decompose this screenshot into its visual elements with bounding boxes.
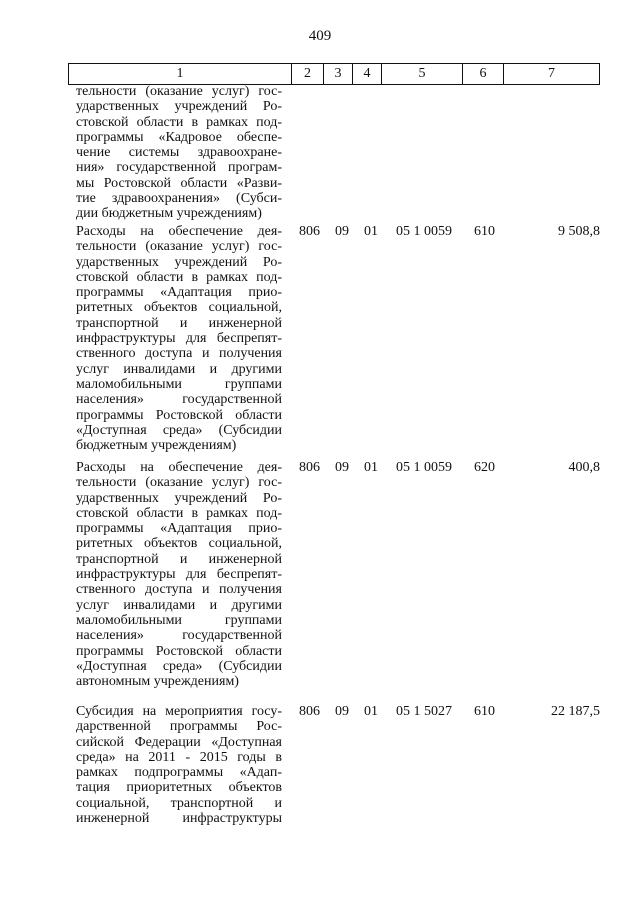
description-line: автономным учреждениям) xyxy=(76,674,239,690)
column-header-4: 4 xyxy=(353,64,382,85)
cell-grbs: 806 xyxy=(299,224,320,239)
cell-pr: 01 xyxy=(364,224,378,239)
description-line: мы Ростовской области «Разви- xyxy=(76,175,282,191)
description-line: бюджетным учреждениям) xyxy=(76,438,237,454)
table-row xyxy=(0,460,640,704)
description-line: Расходы на обеспечение дея- xyxy=(76,224,282,239)
description-line: инженерной инфраструктуры xyxy=(76,811,282,827)
description-line: программы Ростовской области xyxy=(76,407,282,423)
cell-sum: 9 508,8 xyxy=(558,224,600,239)
description-line: программы Ростовской области xyxy=(76,643,282,659)
description-line: маломобильными группами xyxy=(76,612,282,628)
table-row xyxy=(0,84,640,224)
description-line: населения» государственной xyxy=(76,628,282,644)
description-line: стовской области в рамках под- xyxy=(76,269,282,285)
description-line: стовской области в рамках под- xyxy=(76,505,282,521)
column-header-2: 2 xyxy=(292,64,324,85)
row-description xyxy=(76,84,282,222)
row-description xyxy=(76,704,282,826)
description-line: услуг инвалидами и другими xyxy=(76,597,282,613)
cell-csr: 05 1 0059 xyxy=(396,224,452,239)
description-line: чение системы здравоохране- xyxy=(76,145,282,161)
description-line: Расходы на обеспечение дея- xyxy=(76,460,282,475)
description-line: маломобильными группами xyxy=(76,376,282,392)
row-description xyxy=(76,224,282,453)
cell-vr: 620 xyxy=(474,460,495,475)
description-line: тация приоритетных объектов xyxy=(76,780,282,796)
description-line: программы «Адаптация прио- xyxy=(76,285,282,301)
description-line: транспортной и инженерной xyxy=(76,315,282,331)
cell-rz: 09 xyxy=(335,460,349,475)
description-line: «Доступная среда» (Субсидии xyxy=(76,422,282,438)
column-header-3: 3 xyxy=(324,64,353,85)
description-line: ния» государственной програм- xyxy=(76,160,282,176)
description-line: ритетных объектов социальной, xyxy=(76,300,282,316)
description-line: «Доступная среда» (Субсидии xyxy=(76,658,282,674)
description-line: рамках подпрограммы «Адап- xyxy=(76,765,282,781)
cell-vr: 610 xyxy=(474,704,495,719)
column-header-5: 5 xyxy=(382,64,463,85)
description-line: стовской области в рамках под- xyxy=(76,114,282,130)
description-line: тие здравоохранения» (Субси- xyxy=(76,191,282,207)
description-line: дии бюджетным учреждениям) xyxy=(76,206,262,222)
description-line: тельности (оказание услуг) гос- xyxy=(76,239,282,255)
description-line: транспортной и инженерной xyxy=(76,551,282,567)
cell-pr: 01 xyxy=(364,704,378,719)
cell-pr: 01 xyxy=(364,460,378,475)
cell-grbs: 806 xyxy=(299,704,320,719)
description-line: ственного доступа и получения xyxy=(76,346,282,362)
column-header-table xyxy=(68,63,600,85)
cell-csr: 05 1 0059 xyxy=(396,460,452,475)
column-header-7: 7 xyxy=(504,64,600,85)
description-line: услуг инвалидами и другими xyxy=(76,361,282,377)
description-line: тельности (оказание услуг) гос- xyxy=(76,84,282,99)
description-line: Субсидия на мероприятия госу- xyxy=(76,704,282,719)
page-number: 409 xyxy=(308,28,332,44)
cell-rz: 09 xyxy=(335,224,349,239)
cell-vr: 610 xyxy=(474,224,495,239)
description-line: ударственных учреждений Ро- xyxy=(76,254,282,270)
description-line: среда» на 2011 - 2015 годы в xyxy=(76,749,282,765)
description-line: дарственной программы Рос- xyxy=(76,719,282,735)
description-line: инфраструктуры для беспрепят- xyxy=(76,331,282,347)
description-line: программы «Адаптация прио- xyxy=(76,521,282,537)
row-description xyxy=(76,460,282,689)
description-line: ударственных учреждений Ро- xyxy=(76,490,282,506)
description-line: ственного доступа и получения xyxy=(76,582,282,598)
description-line: ритетных объектов социальной, xyxy=(76,536,282,552)
cell-sum: 22 187,5 xyxy=(551,704,600,719)
description-line: сийской Федерации «Доступная xyxy=(76,734,282,750)
description-line: ударственных учреждений Ро- xyxy=(76,99,282,115)
description-line: социальной, транспортной и xyxy=(76,795,282,811)
table-body xyxy=(0,84,640,834)
description-line: населения» государственной xyxy=(76,392,282,408)
description-line: инфраструктуры для беспрепят- xyxy=(76,567,282,583)
cell-rz: 09 xyxy=(335,704,349,719)
column-header-row xyxy=(69,64,600,85)
column-header-6: 6 xyxy=(463,64,504,85)
cell-csr: 05 1 5027 xyxy=(396,704,452,719)
table-row xyxy=(0,704,640,834)
description-line: тельности (оказание услуг) гос- xyxy=(76,475,282,491)
description-line: программы «Кадровое обеспе- xyxy=(76,129,282,145)
cell-sum: 400,8 xyxy=(568,460,600,475)
cell-grbs: 806 xyxy=(299,460,320,475)
column-header-1: 1 xyxy=(69,64,292,85)
table-row xyxy=(0,224,640,460)
